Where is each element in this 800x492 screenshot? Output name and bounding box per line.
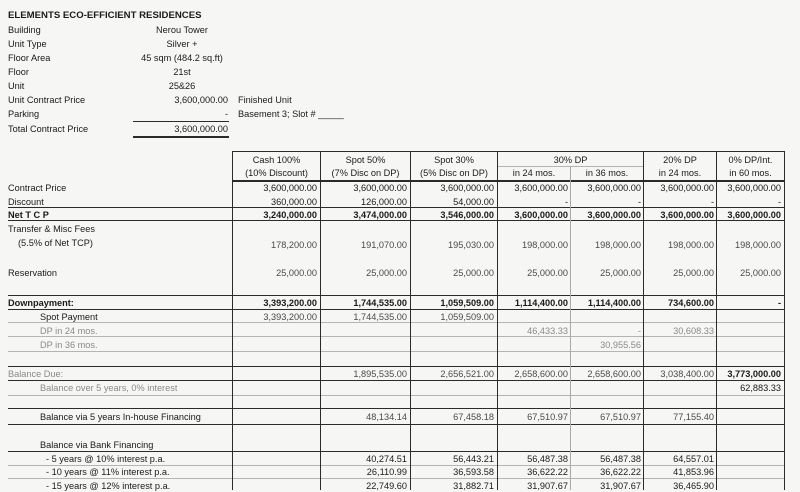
cell-transfer-col3: 198,000.00 [522, 240, 568, 250]
cell-contract-price-col0: 3,600,000.00 [263, 183, 317, 193]
cell-balance-due-col1: 1,895,535.00 [353, 369, 407, 379]
cell-reservation-col0: 25,000.00 [276, 268, 317, 278]
col-header-dp20: 20% DP [663, 155, 697, 165]
cell-bank15-col4: 31,907.67 [600, 481, 641, 491]
cell-inhouse-col3: 67,510.97 [527, 412, 568, 422]
cell-bank15-col3: 31,907.67 [527, 481, 568, 491]
cell-bank10-col5: 41,853.96 [673, 467, 714, 477]
cell-contract-price-col5: 3,600,000.00 [660, 183, 714, 193]
balance-5yr-divider [8, 395, 784, 396]
cell-spot-payment-col1: 1,744,535.00 [353, 312, 407, 322]
floor-area-label: Floor Area [8, 53, 51, 63]
cell-discount-col1: 126,000.00 [361, 197, 407, 207]
col-header-dp30: 30% DP [553, 155, 588, 165]
cell-transfer-col6: 198,000.00 [735, 240, 781, 250]
cell-contract-price-col6: 3,600,000.00 [727, 183, 781, 193]
cell-discount-col6: - [777, 197, 781, 207]
cell-transfer-col5: 198,000.00 [668, 240, 714, 250]
cell-bank5-col4: 56,487.38 [600, 454, 641, 464]
cell-inhouse-col1: 48,134.14 [366, 412, 407, 422]
bank-top-border [8, 451, 784, 452]
row-label-balance-due: Balance Due: [8, 369, 64, 379]
balance-due-top-border [8, 366, 784, 367]
table-top-border [232, 151, 784, 152]
col-subheader-dp30-36: in 36 mos. [585, 168, 629, 178]
document-title: ELEMENTS ECO-EFFICIENT RESIDENCES [8, 10, 202, 21]
col-subheader-dp0: in 60 mos. [729, 168, 772, 178]
cell-bank5-col5: 64,557.01 [673, 454, 714, 464]
cell-downpayment-col4: 1,114,400.00 [587, 298, 641, 308]
cell-inhouse-col2: 67,458.18 [453, 412, 494, 422]
cell-dp24-col4: - [637, 326, 641, 336]
cell-contract-price-col2: 3,600,000.00 [440, 183, 494, 193]
cell-net-tcp-col6: 3,600,000.00 [727, 210, 781, 220]
cell-net-tcp-col0: 3,240,000.00 [263, 210, 317, 220]
dp36-row-divider [8, 351, 784, 352]
cell-discount-col3: - [564, 197, 568, 207]
cell-transfer-col2: 195,030.00 [448, 240, 494, 250]
cell-bank15-col1: 22,749.60 [366, 481, 407, 491]
cell-bank5-col3: 56,487.38 [527, 454, 568, 464]
unit-type-label: Unit Type [8, 39, 47, 49]
floor-area-value: 45 sqm (484.2 sq.ft) [141, 53, 223, 63]
cell-bank10-col2: 36,593.58 [453, 467, 494, 477]
cell-downpayment-col0: 3,393,200.00 [263, 298, 317, 308]
cell-contract-price-col4: 3,600,000.00 [587, 183, 641, 193]
cell-inhouse-col5: 77,155.40 [673, 412, 714, 422]
col-header-spot30: Spot 30% [434, 155, 474, 165]
cell-downpayment-col2: 1,059,509.00 [440, 298, 494, 308]
cell-reservation-col3: 25,000.00 [527, 268, 568, 278]
bank5-divider [8, 465, 784, 466]
cell-bank15-col5: 36,465.90 [673, 481, 714, 491]
parking-value: - [224, 109, 228, 119]
downpayment-top-border [8, 295, 784, 296]
cell-net-tcp-col1: 3,474,000.00 [353, 210, 407, 220]
cell-dp36-col4: 30,955.56 [600, 340, 641, 350]
cell-net-tcp-col4: 3,600,000.00 [587, 210, 641, 220]
cell-dp24-col5: 30,608.33 [673, 326, 714, 336]
floor-value: 21st [173, 67, 191, 77]
col-header-dp0: 0% DP/Int. [728, 155, 773, 165]
row-label-bank5: - 5 years @ 10% interest p.a. [46, 454, 166, 464]
row-label-dp24: DP in 24 mos. [40, 326, 98, 336]
cell-balance-due-col5: 3,038,400.00 [660, 369, 714, 379]
cell-dp24-col3: 46,433.33 [527, 326, 568, 336]
cell-bank5-col2: 56,443.21 [453, 454, 494, 464]
cell-balance-due-col4: 2,658,600.00 [587, 369, 641, 379]
cell-downpayment-col6: - [777, 298, 781, 308]
building-label: Building [8, 25, 41, 35]
balance-due-bottom-border [8, 380, 784, 381]
total-contract-price-value: 3,600,000.00 [174, 124, 228, 134]
row-label-balance-5yr: Balance over 5 years, 0% interest [40, 383, 178, 393]
cell-net-tcp-col2: 3,546,000.00 [440, 210, 494, 220]
cell-spot-payment-col2: 1,059,509.00 [440, 312, 494, 322]
cell-bank10-col3: 36,622.22 [527, 467, 568, 477]
cell-contract-price-col3: 3,600,000.00 [514, 183, 568, 193]
cell-reservation-col6: 25,000.00 [740, 268, 781, 278]
cell-downpayment-col1: 1,744,535.00 [353, 298, 407, 308]
unit-contract-price-label: Unit Contract Price [8, 95, 86, 105]
row-label-spot-payment: Spot Payment [40, 312, 98, 322]
col-divider-7 [784, 151, 785, 490]
total-underline-bottom [133, 136, 229, 138]
cell-inhouse-col4: 67,510.97 [600, 412, 641, 422]
bank10-divider [8, 478, 784, 479]
cell-bank5-col1: 40,274.51 [366, 454, 407, 464]
row-label-bank: Balance via Bank Financing [40, 440, 154, 450]
parking-label: Parking [8, 109, 40, 119]
row-label-bank15: - 15 years @ 12% interest p.a. [46, 481, 171, 491]
row-label-transfer: Transfer & Misc Fees [8, 224, 95, 234]
parking-note: Basement 3; Slot # _____ [238, 109, 344, 119]
col-subheader-dp30-24: in 24 mos. [512, 168, 556, 178]
row-label-inhouse: Balance via 5 years In-house Financing [40, 412, 201, 422]
unit-contract-price-value: 3,600,000.00 [174, 95, 228, 105]
cell-reservation-col1: 25,000.00 [366, 268, 407, 278]
cell-transfer-col0: 178,200.00 [271, 240, 317, 250]
cell-transfer-col4: 198,000.00 [595, 240, 641, 250]
cell-discount-col5: - [710, 197, 714, 207]
cell-net-tcp-col3: 3,600,000.00 [514, 210, 568, 220]
row-label-reservation: Reservation [8, 268, 58, 278]
cell-reservation-col5: 25,000.00 [673, 268, 714, 278]
row-label-dp36: DP in 36 mos. [40, 340, 98, 350]
unit-label: Unit [8, 81, 25, 91]
total-contract-price-label: Total Contract Price [8, 124, 89, 134]
row-label-bank10: - 10 years @ 11% interest p.a. [46, 467, 170, 477]
cell-balance-due-col6: 3,773,000.00 [727, 369, 781, 379]
cell-balance-due-col2: 2,656,521.00 [440, 369, 494, 379]
col-subheader-spot50: (7% Disc on DP) [331, 168, 400, 178]
building-value: Nerou Tower [156, 25, 208, 35]
cell-bank15-col2: 31,882.71 [453, 481, 494, 491]
cell-reservation-col2: 25,000.00 [453, 268, 494, 278]
cell-balance-5yr-col6: 62,883.33 [740, 383, 781, 393]
unit-type-value: Silver + [166, 39, 198, 49]
col-header-spot50: Spot 50% [345, 155, 386, 165]
row-label-downpayment: Downpayment: [8, 298, 74, 308]
unit-contract-price-note: Finished Unit [238, 95, 292, 105]
cell-discount-col0: 360,000.00 [271, 197, 317, 207]
cell-discount-col4: - [637, 197, 641, 207]
cell-reservation-col4: 25,000.00 [600, 268, 641, 278]
col-subheader-dp20: in 24 mos. [658, 168, 702, 178]
cell-balance-due-col3: 2,658,600.00 [514, 369, 568, 379]
floor-label: Floor [8, 67, 29, 77]
col-subheader-cash: (10% Discount) [245, 168, 308, 178]
row-label-net-tcp: Net T C P [8, 210, 49, 220]
cell-bank10-col4: 36,622.22 [600, 467, 641, 477]
downpayment-bottom-border [8, 309, 784, 310]
col-subheader-spot30: (5% Disc on DP) [420, 168, 488, 178]
col-header-cash: Cash 100% [252, 155, 301, 165]
header-bottom-border [232, 180, 784, 182]
total-underline-top [133, 121, 229, 122]
cell-downpayment-col3: 1,114,400.00 [514, 298, 568, 308]
inhouse-top-border [8, 408, 784, 409]
inhouse-bottom-border [8, 424, 784, 425]
cell-discount-col2: 54,000.00 [453, 197, 494, 207]
row-label-transfer-note: (5.5% of Net TCP) [18, 238, 93, 248]
cell-net-tcp-col5: 3,600,000.00 [660, 210, 714, 220]
unit-value: 25&26 [168, 81, 196, 91]
cell-transfer-col1: 191,070.00 [361, 240, 407, 250]
cell-downpayment-col5: 734,600.00 [668, 298, 714, 308]
cell-contract-price-col1: 3,600,000.00 [353, 183, 407, 193]
cell-bank10-col1: 26,110.99 [366, 467, 407, 477]
row-label-contract-price: Contract Price [8, 183, 67, 193]
cell-spot-payment-col0: 3,393,200.00 [263, 312, 317, 322]
row-label-discount: Discount [8, 197, 44, 207]
